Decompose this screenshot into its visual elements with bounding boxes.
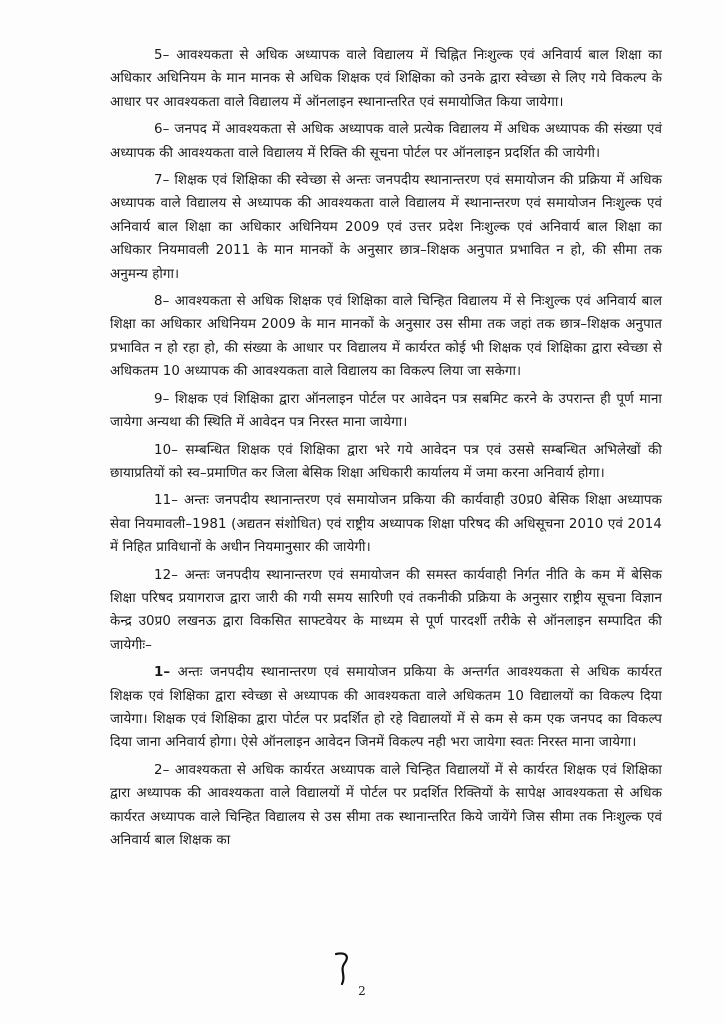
paragraph-11: [110, 489, 662, 559]
subparagraph-text: अन्तः जनपदीय स्थानान्तरण एवं समायोजन प्रकिया के अन्तर्गत आवश्यकता से अधिक कार्यरत शिक्षक एवं शिक्षिका द्वारा स्वेच्छा से अध्यापक की आवश्यकता वाले अधिकतम 10 विद्यालयों का विकल्प दिया जायेगा। शिक्षक एवं शिक्षिका द्वारा पोर्टल पर प्रदर्शित हो रहे विद्यालयों में से कम से कम एक जनपद का विकल्प दिया जाना अनिवार्य होगा। ऐसे ऑनलाइन आवेदन जिनमें विकल्प नही भरा जायेगा स्वतः निरस्त माना जायेगा।: [110, 665, 662, 751]
paragraph-text: शिक्षक एवं शिक्षिका की स्वेच्छा से अन्तः जनपदीय स्थानान्तरण एवं समायोजन की प्रक्रिया में अधिक अध्यापक वाले विद्यालय से अध्यापक की आवश्यकता वाले विद्यालय में स्थानान्तरण एवं समायोजन निःशुल्क एवं अनिवार्य बाल शिक्षा का अधिकार अधिनियम 2009 एवं उत्तर प्रदेश निःशुल्क एवं अनिवार्य बाल शिक्षा का अधिकार नियमावली 2011 के मान मानकों के अनुसार छात्र–शिक्षक अनुपात प्रभावित न हो, की सीमा तक अनुमन्य होगा।: [110, 173, 662, 282]
paragraph-text: सम्बन्धित शिक्षक एवं शिक्षिका द्वारा भरे गये आवेदन पत्र एवं उससे सम्बन्धित अभिलेखों की छायाप्रतियों को स्व–प्रमाणित कर जिला बेसिक शिक्षा अधिकारी कार्यालय में जमा करना अनिवार्य होगा।: [110, 442, 662, 481]
paragraph-text: अन्तः जनपदीय स्थानान्तरण एवं समायोजन प्रकिया की कार्यवाही उ0प्र0 बेसिक शिक्षा अध्यापक सेवा नियमावली–1981 (अद्यतन संशोधित) एवं राष्ट्रीय अध्यापक शिक्षा परिषद की अधिसूचना 2010 एवं 2014 में निहित प्राविधानों के अधीन नियमानुसार की जायेगी।: [110, 493, 662, 556]
paragraph-text: आवश्यकता से अधिक अध्यापक वाले विद्यालय में चिह्नित निःशुल्क एवं अनिवार्य बाल शिक्षा का अधिकार अधिनियम के मान मानक से अधिक शिक्षक एवं शिक्षिका को उनके द्वारा स्वेच्छा से लिए गये विकल्प के आधार पर आवश्यकता वाले विद्यालय में ऑनलाइन स्थानान्तरित एवं समायोजित किया जायेगा।: [110, 48, 662, 110]
paragraph-9: [110, 388, 662, 435]
paragraph-text: शिक्षक एवं शिक्षिका द्वारा ऑनलाइन पोर्टल पर आवेदन पत्र सबमिट करने के उपरान्त ही पूर्ण माना जायेगा अन्यथा की स्थिति में आवेदन पत्र निरस्त माना जायेगा।: [110, 391, 662, 431]
paragraph-number: 8–: [154, 294, 170, 310]
paragraph-number: 9–: [154, 391, 170, 407]
paragraph-6: [110, 118, 662, 165]
paragraph-7: [110, 169, 662, 286]
page-number: 2: [358, 984, 366, 998]
handwritten-initial-mark: [328, 948, 358, 988]
paragraph-number: 10–: [154, 442, 179, 458]
paragraph-10: [110, 439, 662, 486]
paragraph-number: 12–: [154, 567, 179, 583]
paragraph-number: 6–: [154, 122, 170, 138]
paragraph-5: [110, 44, 662, 114]
paragraph-text: आवश्यकता से अधिक शिक्षक एवं शिक्षिका वाले चिन्हित विद्यालय में से निःशुल्क एवं अनिवार्य बाल शिक्षा का अधिकार अधिनियम 2009 के मान मानकों के अनुसार उस सीमा तक जहां तक छात्र–शिक्षक अनुपात प्रभावित न हो रहा हो, की संख्या के आधार पर विद्यालय में कार्यरत कोई भी शिक्षक एवं शिक्षिका द्वारा स्वेच्छा से अधिकतम 10 अध्यापक की आवश्यकता वाले विद्यालय का विकल्प लिया जा सकेगा।: [110, 294, 663, 380]
subparagraph-number: 1–: [154, 665, 171, 681]
paragraph-number: 7–: [154, 173, 170, 189]
subparagraph-2: [110, 759, 662, 853]
paragraph-number: 5–: [154, 48, 170, 63]
paragraph-number: 11–: [154, 493, 179, 509]
subparagraph-1: [110, 661, 662, 755]
paragraph-text: अन्तः जनपदीय स्थानान्तरण एवं समायोजन की समस्त कार्यवाही निर्गत नीति के कम में बेसिक शिक्षा परिषद प्रयागराज द्वारा जारी की गयी समय सारिणी एवं तकनीकी प्रक्रिया के अनुसार राष्ट्रीय सूचना विज्ञान केन्द्र उ0प्र0 लखनऊ द्वारा विकसित साफ्टवेयर के माध्यम से पूर्ण पारदर्शी तरीके से ऑनलाइन सम्पादित की जायेगीः–: [110, 567, 662, 653]
paragraph-8: [110, 290, 662, 384]
document-body: [110, 44, 662, 856]
subparagraph-text: आवश्यकता से अधिक कार्यरत अध्यापक वाले चिन्हित विद्यालयों में से कार्यरत शिक्षक एवं शिक्षिका द्वारा अध्यापक की आवश्यकता वाले विद्यालयों में पोर्टल पर प्रदर्शित रिक्तियों के सापेक्ष आवश्यकता से अधिक कार्यरत अध्यापक वाले चिन्हित विद्यालय से उस सीमा तक स्थानान्तरित किये जायेंगे जिस सीमा तक निःशुल्क एवं अनिवार्य बाल शिक्षक का: [110, 762, 663, 848]
paragraph-text: जनपद में आवश्यकता से अधिक अध्यापक वाले प्रत्येक विद्यालय में अधिक अध्यापक की संख्या एवं अध्यापक की आवश्यकता वाले विद्यालय में रिक्ति की सूचना पोर्टल पर ऑनलाइन प्रदर्शित की जायेगी।: [110, 122, 662, 161]
paragraph-12: [110, 564, 662, 658]
subparagraph-number: 2–: [154, 762, 170, 778]
